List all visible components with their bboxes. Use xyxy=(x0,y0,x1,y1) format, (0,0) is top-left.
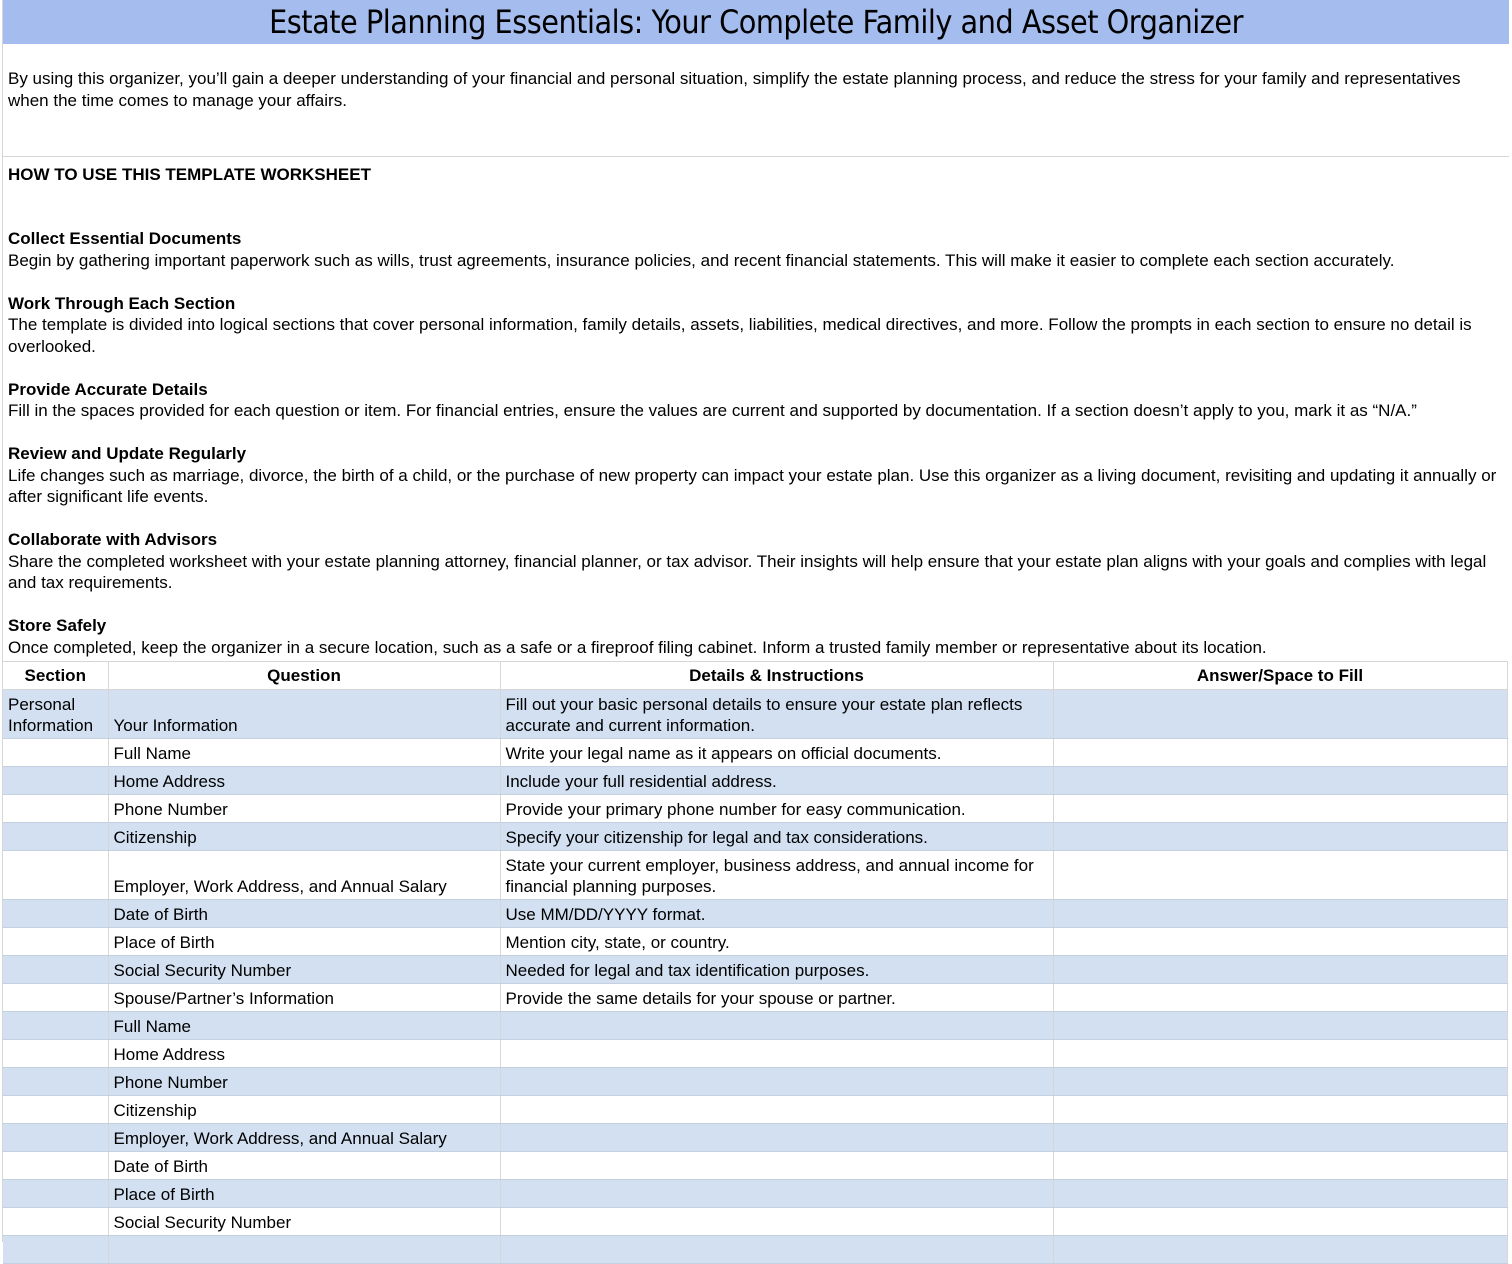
section-cell[interactable] xyxy=(3,956,108,984)
details-cell[interactable]: Mention city, state, or country. xyxy=(500,928,1053,956)
question-cell[interactable]: Date of Birth xyxy=(108,900,500,928)
question-cell[interactable]: Home Address xyxy=(108,767,500,795)
details-cell[interactable] xyxy=(500,1124,1053,1152)
table-row xyxy=(3,1012,1507,1040)
header-section[interactable]: Section xyxy=(3,662,108,690)
details-cell[interactable]: Provide the same details for your spouse or partner. xyxy=(500,984,1053,1012)
question-cell[interactable]: Place of Birth xyxy=(108,928,500,956)
table-row xyxy=(3,1068,1507,1096)
step-collect-documents xyxy=(8,228,1504,271)
header-details[interactable]: Details & Instructions xyxy=(500,662,1053,690)
answer-cell[interactable] xyxy=(1053,1068,1507,1096)
section-cell[interactable] xyxy=(3,795,108,823)
question-cell[interactable]: Phone Number xyxy=(108,1068,500,1096)
details-cell[interactable]: Specify your citizenship for legal and tax considerations. xyxy=(500,823,1053,851)
details-cell[interactable]: Fill out your basic personal details to ensure your estate plan reflects accurate and current information. xyxy=(500,690,1053,739)
table-row xyxy=(3,851,1507,900)
section-cell[interactable] xyxy=(3,900,108,928)
step-work-through-sections xyxy=(8,293,1504,358)
details-cell[interactable]: Include your full residential address. xyxy=(500,767,1053,795)
table-row xyxy=(3,1096,1507,1124)
step-title: Work Through Each Section xyxy=(8,293,236,313)
step-text: Fill in the spaces provided for each question or item. For financial entries, ensure the values are current and supported by documentation. If a section doesn’t apply to you, mark it as “N/A.” xyxy=(8,401,1417,420)
answer-cell[interactable] xyxy=(1053,823,1507,851)
step-accurate-details xyxy=(8,379,1504,422)
step-store-safely xyxy=(8,615,1504,658)
header-answer[interactable]: Answer/Space to Fill xyxy=(1053,662,1507,690)
section-cell[interactable] xyxy=(3,1040,108,1068)
question-cell[interactable]: Phone Number xyxy=(108,795,500,823)
question-cell[interactable]: Full Name xyxy=(108,739,500,767)
section-cell[interactable] xyxy=(3,1180,108,1208)
details-cell[interactable] xyxy=(500,1152,1053,1180)
answer-cell[interactable] xyxy=(1053,739,1507,767)
table-row xyxy=(3,1236,1507,1264)
section-cell[interactable] xyxy=(3,1096,108,1124)
section-cell[interactable] xyxy=(3,928,108,956)
how-to-section[interactable] xyxy=(3,157,1509,661)
answer-cell[interactable] xyxy=(1053,767,1507,795)
details-cell[interactable] xyxy=(500,1208,1053,1236)
answer-cell[interactable] xyxy=(1053,1096,1507,1124)
table-row xyxy=(3,767,1507,795)
step-text: Life changes such as marriage, divorce, the birth of a child, or the purchase of new property can impact your estate plan. Use this organizer as a living document, revisiting and updating it annually or after significant life events. xyxy=(8,465,1497,506)
details-cell[interactable]: Use MM/DD/YYYY format. xyxy=(500,900,1053,928)
section-cell[interactable] xyxy=(3,1152,108,1180)
answer-cell[interactable] xyxy=(1053,928,1507,956)
table-row xyxy=(3,984,1507,1012)
step-title: Provide Accurate Details xyxy=(8,379,208,399)
details-cell[interactable]: Write your legal name as it appears on official documents. xyxy=(500,739,1053,767)
table-row xyxy=(3,1152,1507,1180)
question-cell[interactable]: Citizenship xyxy=(108,823,500,851)
table-row xyxy=(3,739,1507,767)
step-review-update xyxy=(8,443,1504,508)
answer-cell[interactable] xyxy=(1053,1152,1507,1180)
step-text: Share the completed worksheet with your estate planning attorney, financial planner, or tax advisor. Their insights will help ensure that your estate plan aligns with your goals and complies with legal and tax requirements. xyxy=(8,551,1487,592)
step-title: Collaborate with Advisors xyxy=(8,530,218,549)
answer-cell[interactable] xyxy=(1053,1124,1507,1152)
details-cell[interactable]: State your current employer, business address, and annual income for financial planning purposes. xyxy=(500,851,1053,900)
section-cell[interactable] xyxy=(3,1068,108,1096)
table-row xyxy=(3,928,1507,956)
question-cell[interactable]: Social Security Number xyxy=(108,1208,500,1236)
answer-cell[interactable] xyxy=(1053,1208,1507,1236)
question-cell[interactable]: Date of Birth xyxy=(108,1152,500,1180)
header-question[interactable]: Question xyxy=(108,662,500,690)
details-cell[interactable] xyxy=(500,1180,1053,1208)
organizer-table xyxy=(3,661,1508,1264)
table-row xyxy=(3,900,1507,928)
table-row xyxy=(3,690,1507,739)
section-cell[interactable] xyxy=(3,1208,108,1236)
question-cell[interactable]: Social Security Number xyxy=(108,956,500,984)
section-cell[interactable] xyxy=(3,1236,108,1264)
document-title[interactable]: Estate Planning Essentials: Your Complete Family and Asset Organizer xyxy=(3,0,1509,44)
answer-cell[interactable] xyxy=(1053,851,1507,900)
answer-cell[interactable] xyxy=(1053,900,1507,928)
table-row xyxy=(3,823,1507,851)
details-cell[interactable]: Provide your primary phone number for easy communication. xyxy=(500,795,1053,823)
details-cell[interactable] xyxy=(500,1012,1053,1040)
step-title: Store Safely xyxy=(8,616,107,635)
question-cell[interactable]: Spouse/Partner’s Information xyxy=(108,984,500,1012)
step-collaborate-advisors xyxy=(8,529,1504,594)
table-row xyxy=(3,1040,1507,1068)
table-header-row xyxy=(3,662,1507,690)
section-cell[interactable] xyxy=(3,739,108,767)
step-title: Collect Essential Documents xyxy=(8,229,242,248)
step-text: Once completed, keep the organizer in a secure location, such as a safe or a fireproof filing cabinet. Inform a trusted family member or representative about its location. xyxy=(8,637,1267,657)
answer-cell[interactable] xyxy=(1053,795,1507,823)
table-row xyxy=(3,956,1507,984)
spreadsheet xyxy=(2,0,1509,1242)
table-row xyxy=(3,1124,1507,1152)
table-row xyxy=(3,1180,1507,1208)
answer-cell[interactable] xyxy=(1053,690,1507,739)
answer-cell[interactable] xyxy=(1053,1180,1507,1208)
step-text: Begin by gathering important paperwork such as wills, trust agreements, insurance policies, and recent financial statements. This will make it easier to complete each section accurately. xyxy=(8,250,1395,270)
question-cell[interactable]: Citizenship xyxy=(108,1096,500,1124)
question-cell[interactable]: Employer, Work Address, and Annual Salary xyxy=(108,1124,500,1152)
question-cell[interactable]: Full Name xyxy=(108,1012,500,1040)
step-text: The template is divided into logical sections that cover personal information, family details, assets, liabilities, medical directives, and more. Follow the prompts in each section to ensure no detail is overlooked. xyxy=(8,315,1472,356)
intro-paragraph[interactable]: By using this organizer, you’ll gain a deeper understanding of your financial and personal situation, simplify the estate planning process, and reduce the stress for your family and representatives when the time comes to manage your affairs. xyxy=(3,44,1509,157)
details-cell[interactable]: Needed for legal and tax identification purposes. xyxy=(500,956,1053,984)
section-cell[interactable] xyxy=(3,851,108,900)
question-cell[interactable]: Home Address xyxy=(108,1040,500,1068)
answer-cell[interactable] xyxy=(1053,1012,1507,1040)
table-row xyxy=(3,1208,1507,1236)
details-cell[interactable] xyxy=(500,1040,1053,1068)
details-cell[interactable] xyxy=(500,1068,1053,1096)
section-cell[interactable] xyxy=(3,984,108,1012)
table-row xyxy=(3,795,1507,823)
question-cell[interactable]: Employer, Work Address, and Annual Salary xyxy=(108,851,500,900)
answer-cell[interactable] xyxy=(1053,1040,1507,1068)
step-title: Review and Update Regularly xyxy=(8,444,247,463)
answer-cell[interactable] xyxy=(1053,956,1507,984)
answer-cell[interactable] xyxy=(1053,984,1507,1012)
details-cell[interactable] xyxy=(500,1236,1053,1264)
question-cell[interactable]: Place of Birth xyxy=(108,1180,500,1208)
question-cell[interactable]: Your Information xyxy=(108,690,500,739)
section-cell[interactable] xyxy=(3,1012,108,1040)
how-to-heading: HOW TO USE THIS TEMPLATE WORKSHEET xyxy=(8,165,371,184)
section-cell[interactable] xyxy=(3,1124,108,1152)
details-cell[interactable] xyxy=(500,1096,1053,1124)
section-cell[interactable] xyxy=(3,767,108,795)
section-cell[interactable] xyxy=(3,823,108,851)
answer-cell[interactable] xyxy=(1053,1236,1507,1264)
question-cell[interactable] xyxy=(108,1236,500,1264)
section-cell[interactable]: Personal Information xyxy=(3,690,108,739)
